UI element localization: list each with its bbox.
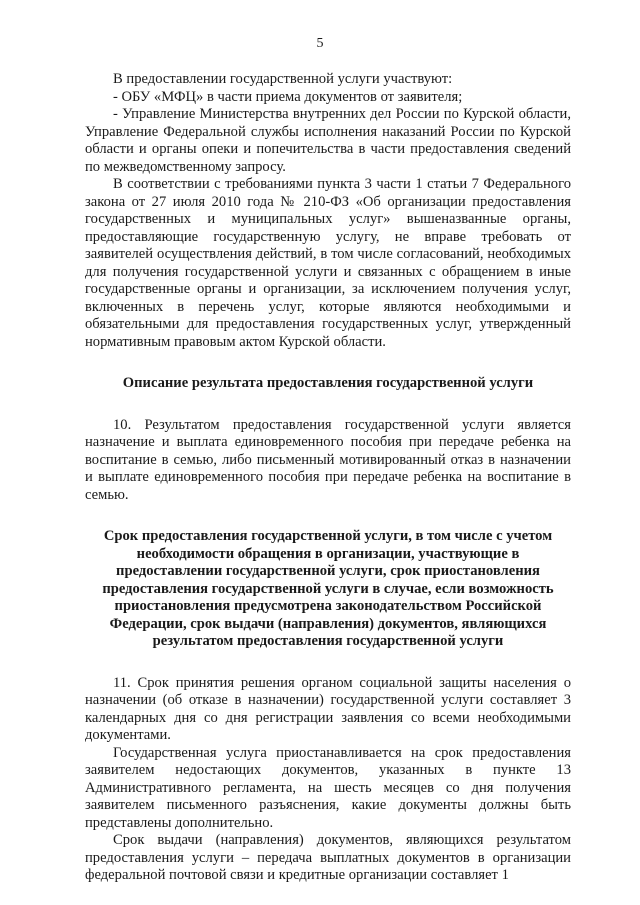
paragraph-ministry: - Управление Министерства внутренних дел России по Курской области, Управление Федеральной службы исполнения наказаний России по Курской области и органы опеки и попечительства в части предоставления сведений по межведомственному запросу.	[85, 106, 571, 175]
paragraph-mfc: - ОБУ «МФЦ» в части приема документов от заявителя;	[113, 88, 463, 105]
paragraph-11: 11. Срок принятия решения органом социальной защиты населения о назначении (об отказе в назначении) государственной услуги составляет 3 календарных дня со дня регистрации заявления со всеми необходимыми документами.	[85, 674, 571, 743]
paragraph-participants-intro: В предоставлении государственной услуги участвуют:	[113, 71, 453, 87]
paragraph-10: 10. Результатом предоставления государственной услуги является назначение и выплата единовременного пособия при передаче ребенка на воспитание в семью, либо письменный мотивированный отказ в назначении и выплате единовременного пособия при передаче ребенка на воспитание в семью.	[85, 416, 571, 503]
section-heading-term: Срок предоставления государственной услуги, в том числе с учетом необходимости обращения в организации, участвующие в предоставлении государственной услуги, срок приостановления предоставления государственной услуги в случае, если возможность приостановления предусмотрена законодательством Российской Федерации, срок выдачи (направления) документов, являющихся результатом предоставления государственной услуги	[102, 528, 554, 649]
page-number: 5	[316, 36, 324, 51]
section-heading-result: Описание результата предоставления государственной услуги	[122, 375, 534, 391]
paragraph-suspension: Государственная услуга приостанавливается на срок предоставления заявителем недостающих документов, указанных в пункте 13 Административного регламента, на шесть месяцев со дня получения заявителем письменного разъяснения, какие документы должны быть представлены дополнительно.	[85, 744, 571, 831]
document-body	[85, 71, 571, 885]
paragraph-issuance-term: Срок выдачи (направления) документов, являющихся результатом предоставления услуги – передача выплатных документов в организации федеральной почтовой связи и кредитные организации составляет 1	[85, 832, 571, 883]
paragraph-requirements: В соответствии с требованиями пункта 3 части 1 статьи 7 Федерального закона от 27 июля 2010 года № 210-ФЗ «Об организации предоставления государственных и муниципальных услуг» вышеназванные органы, предоставляющие государственную услугу, не вправе требовать от заявителей осуществления действий, в том числе согласований, необходимых для получения государственной услуги и связанных с обращением в иные государственные органы и организации, за исключением получения услуг, включенных в перечень услуг, которые являются необходимыми и обязательными для предоставления государственных услуг, утвержденный нормативным правовым актом Курской области.	[85, 176, 571, 350]
